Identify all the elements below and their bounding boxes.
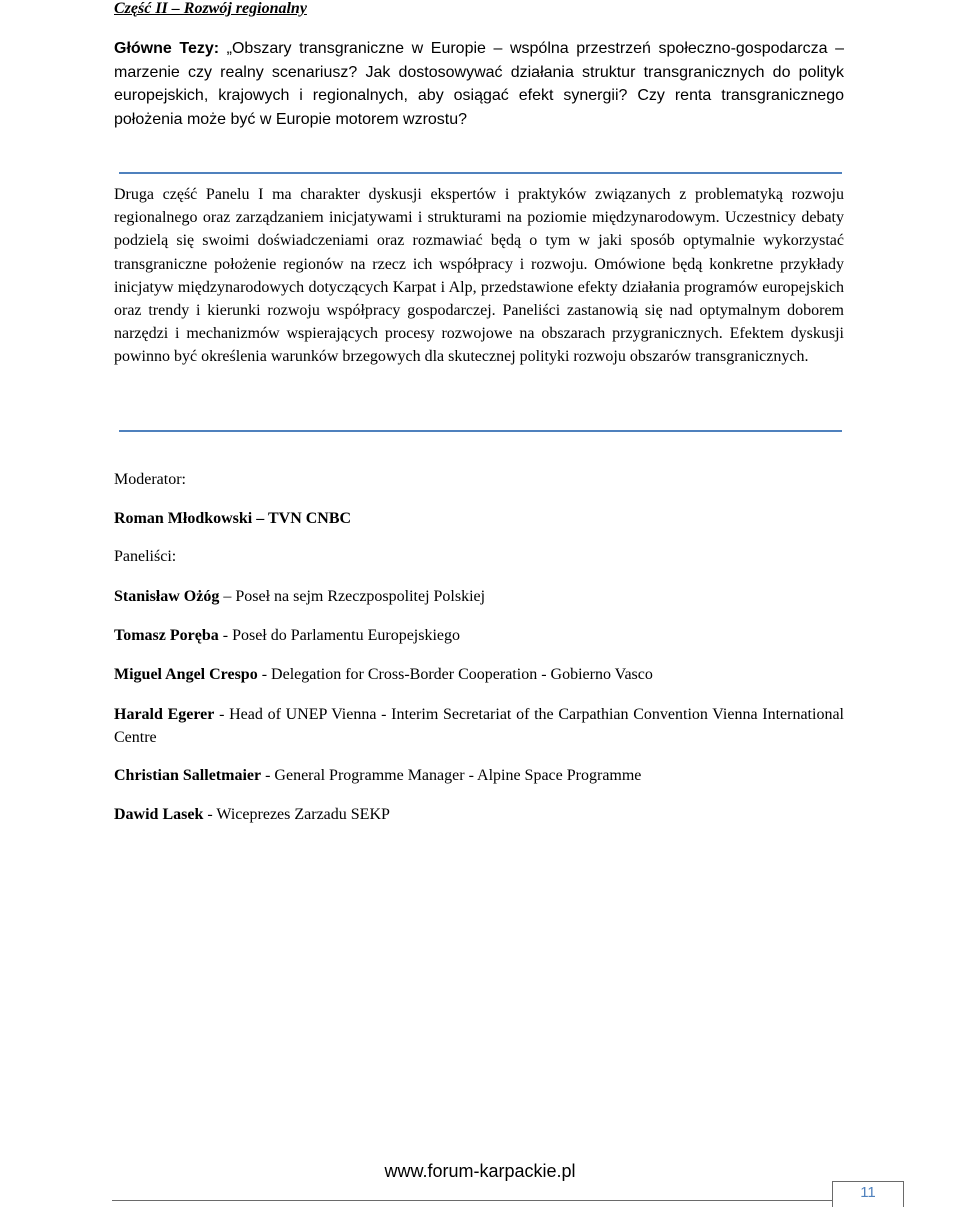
panelist-name: Stanisław Ożóg <box>114 588 220 605</box>
panelist-item <box>114 663 844 686</box>
panelist-item <box>114 803 844 826</box>
panelists-label: Paneliści: <box>114 548 177 565</box>
panelist-role: – Poseł na sejm Rzeczpospolitej Polskiej <box>219 588 486 605</box>
panelist-role: - Poseł do Parlamentu Europejskiego <box>218 627 461 644</box>
panel-description: Druga część Panelu I ma charakter dyskusji ekspertów i praktyków związanych z problematyką rozwoju regionalnego oraz zarządzaniem inicjatywami i strukturami na poziomie międzynarodowym. Uczestnicy debaty podzielą się swoimi doświadczeniami oraz rozmawiać będą o tym w jaki sposób optymalnie wykorzystać transgraniczne położenie regionów na rzecz ich współpracy i rozwoju. Omówione będą konkretne przykłady inicjatyw międzynarodowych dotyczących Karpat i Alp, przedstawione efekty działania programów europejskich oraz trendy i kierunki rozwoju współpracy gospodarczej. Paneliści zastanowią się nad optymalnym doborem narzędzi i mechanizmów wspierających procesy rozwojowe na obszarach przygranicznych. Efektem dyskusji powinno być określenia warunków brzegowych dla skutecznej polityki rozwoju obszarów transgranicznych. <box>114 186 844 366</box>
page-number: 11 <box>860 1184 876 1201</box>
panelist-item <box>114 585 844 608</box>
panelist-name: Dawid Lasek <box>114 806 204 823</box>
theses-text: „Obszary transgraniczne w Europie – wspólna przestrzeń społeczno-gospodarcza – marzenie czy realny scenariusz? Jak dostosowywać działania struktur transgranicznych do polityk europejskich, krajowych i regionalnych, aby osiągać efekt synergii? Czy renta transgranicznego położenia może być w Europie motorem wzrostu? <box>114 40 845 128</box>
moderator-label: Moderator: <box>114 471 186 488</box>
panelist-name: Miguel Angel Crespo <box>114 666 258 683</box>
moderator-name <box>114 507 844 530</box>
panelist-role: - Delegation for Cross-Border Cooperation - Gobierno Vasco <box>257 666 653 683</box>
panelist-role: - Head of UNEP Vienna - Interim Secretariat of the Carpathian Convention Vienna International Centre <box>114 706 844 746</box>
footer-url: www.forum-karpackie.pl <box>384 1161 576 1181</box>
panelist-name: Christian Salletmaier <box>114 767 262 784</box>
panelist-item <box>114 624 844 647</box>
moderator-name-text: Roman Młodkowski – TVN CNBC <box>114 510 352 527</box>
panelist-item <box>114 703 844 749</box>
divider-bottom <box>119 430 842 432</box>
panelist-role: - Wiceprezes Zarzadu SEKP <box>203 806 390 823</box>
divider-top <box>119 172 842 174</box>
panelist-role: - General Programme Manager - Alpine Space Programme <box>261 767 642 784</box>
panelist-name: Tomasz Poręba <box>114 627 219 644</box>
section-title: Część II – Rozwój regionalny <box>114 0 307 17</box>
panelist-item <box>114 764 844 787</box>
theses-label: Główne Tezy: <box>114 40 220 57</box>
main-theses <box>114 37 844 131</box>
panelist-name: Harald Egerer <box>114 706 215 723</box>
